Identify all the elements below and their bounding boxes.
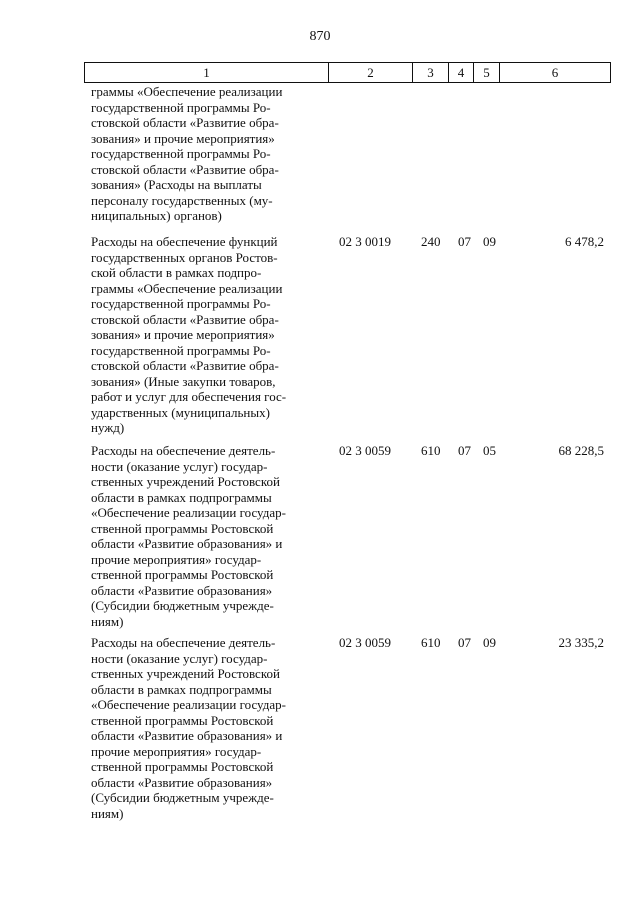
header-col-1: 1 [85, 63, 329, 83]
row-description: Расходы на обеспечение функций государственных органов Ростов- ской области в рамках подпро- граммы «Обеспечение реализации государственной программы Ро- стовской области «Развитие обра- зования» и прочие мероприятия» государственной программы Ро- стовской области «Развитие обра- зования» (Иные закупки товаров, работ и услуг для обеспечения гос- ударственных (муниципальных) нужд) [91, 234, 287, 435]
row-section: 07 [458, 635, 471, 650]
header-col-5: 5 [474, 63, 500, 83]
header-col-4: 4 [449, 63, 474, 83]
row-amount: 6 478,2 [565, 234, 604, 249]
row-description: Расходы на обеспечение деятель- ности (оказание услуг) государ- ственных учреждений Ростовской области в рамках подпрограммы «Обеспечение реализации государ- ственной программы Ростовской области «Развитие образования» и прочие мероприятия» государ- ственной программы Ростовской области «Развитие образования» (Субсидии бюджетным учрежде- ниям) [91, 443, 286, 629]
row-expense-type: 610 [421, 635, 441, 650]
header-col-6: 6 [500, 63, 611, 83]
row-subsection: 09 [483, 635, 496, 650]
row-target-code: 02 3 0059 [339, 635, 391, 650]
row-target-code: 02 3 0059 [339, 443, 391, 458]
row-section: 07 [458, 234, 471, 249]
header-col-2: 2 [329, 63, 413, 83]
table-header [84, 62, 611, 83]
row-amount: 68 228,5 [558, 443, 604, 458]
row-description: Расходы на обеспечение деятель- ности (оказание услуг) государ- ственных учреждений Ростовской области в рамках подпрограммы «Обеспечение реализации государ- ственной программы Ростовской области «Развитие образования» и прочие мероприятия» государ- ственной программы Ростовской области «Развитие образования» (Субсидии бюджетным учрежде- ниям) [91, 635, 286, 821]
row-expense-type: 610 [421, 443, 441, 458]
page-number: 870 [309, 29, 331, 44]
row-expense-type: 240 [421, 234, 441, 249]
row-target-code: 02 3 0019 [339, 234, 391, 249]
row-subsection: 05 [483, 443, 496, 458]
row-amount: 23 335,2 [558, 635, 604, 650]
row-section: 07 [458, 443, 471, 458]
row-description: граммы «Обеспечение реализации государственной программы Ро- стовской области «Развитие обра- зования» и прочие мероприятия» государственной программы Ро- стовской области «Развитие обра- зования» (Расходы на выплаты персоналу государственных (му- ниципальных) органов) [91, 84, 283, 223]
row-subsection: 09 [483, 234, 496, 249]
header-col-3: 3 [413, 63, 449, 83]
